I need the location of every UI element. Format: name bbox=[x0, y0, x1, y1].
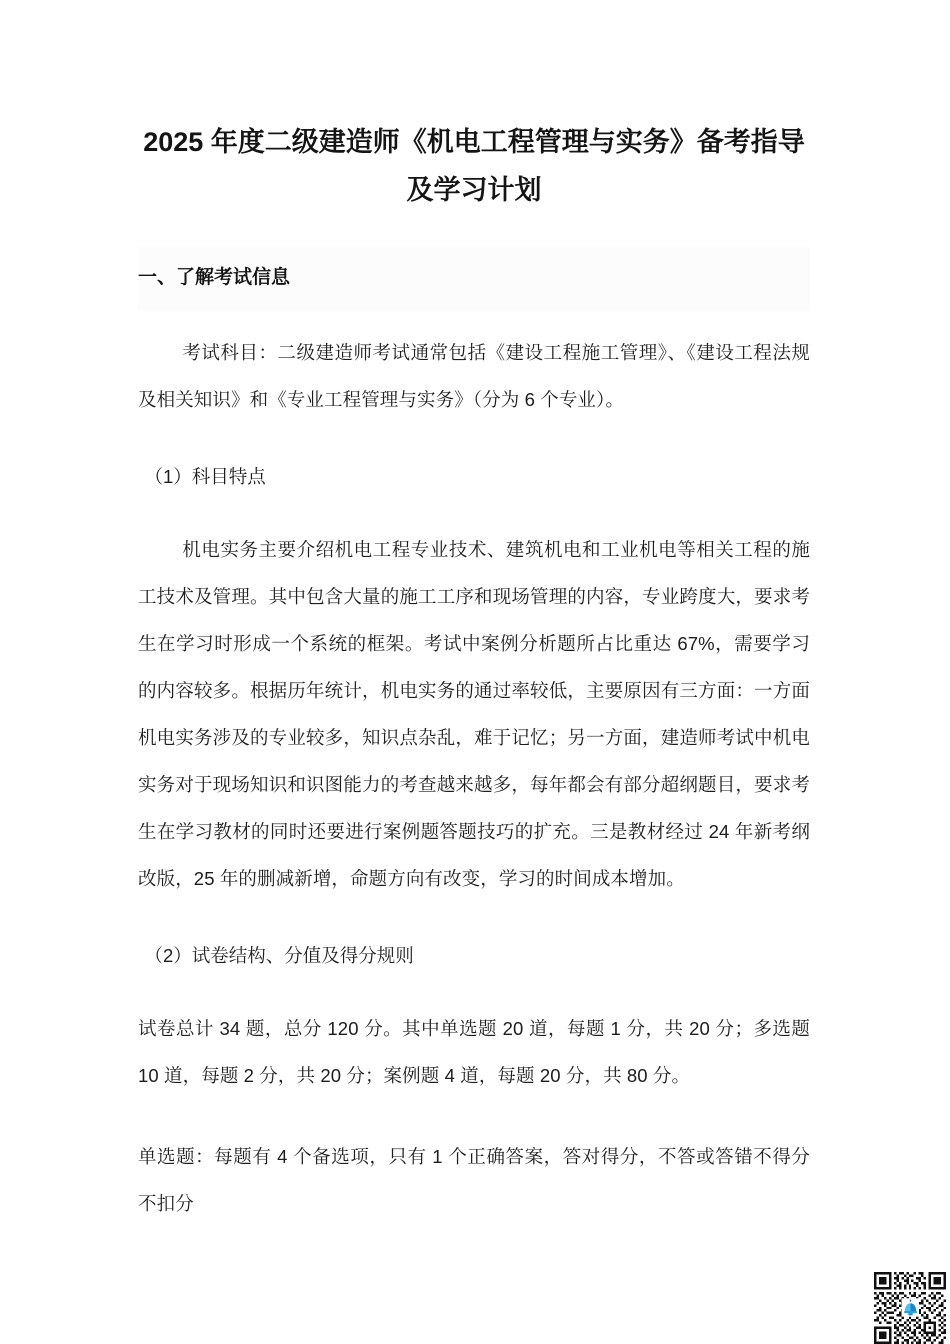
document-content bbox=[138, 0, 810, 1227]
section-heading-exam-info: 一、了解考试信息 bbox=[138, 267, 291, 288]
sub-heading-paper-structure: （2）试卷结构、分值及得分规则 bbox=[144, 945, 414, 966]
paragraph-single-choice-rule: 单选题：每题有 4 个备选项，只有 1 个正确答案，答对得分，不答或答错不得分不扣分 bbox=[138, 1146, 810, 1214]
sub-heading-subject-features: （1）科目特点 bbox=[144, 466, 266, 487]
paragraph-exam-subjects: 考试科目：二级建造师考试通常包括《建设工程施工管理》、《建设工程法规及相关知识》和《专业工程管理与实务》（分为 6 个专业）。 bbox=[138, 342, 810, 410]
page-title: 2025 年度二级建造师《机电工程管理与实务》备考指导及学习计划 bbox=[143, 127, 805, 205]
paragraph-paper-structure: 试卷总计 34 题，总分 120 分。其中单选题 20 道，每题 1 分，共 20 分；多选题 10 道，每题 2 分，共 20 分；案例题 4 道，每题 20 分，共 80 分。 bbox=[138, 1018, 810, 1086]
paragraph-subject-features: 机电实务主要介绍机电工程专业技术、建筑机电和工业机电等相关工程的施工技术及管理。其中包含大量的施工工序和现场管理的内容，专业跨度大，要求考生在学习时形成一个系统的框架。考试中案例分析题所占比重达 67%，需要学习的内容较多。根据历年统计，机电实务的通过率较低，主要原因有三方面：一方面机电实务涉及的专业较多，知识点杂乱，难于记忆；另一方面，建造师考试中机电实务对于现场知识和识图能力的考查越来越多，每年都会有部分超纲题目，要求考生在学习教材的同时还要进行案例题答题技巧的扩充。三是教材经过 24 年新考纲改版，25 年的删减新增，命题方向有改变，学习的时间成本增加。 bbox=[138, 539, 810, 889]
qr-code[interactable] bbox=[874, 1272, 946, 1344]
section-heading-band bbox=[138, 247, 810, 311]
blue-bell-icon bbox=[902, 1298, 919, 1317]
